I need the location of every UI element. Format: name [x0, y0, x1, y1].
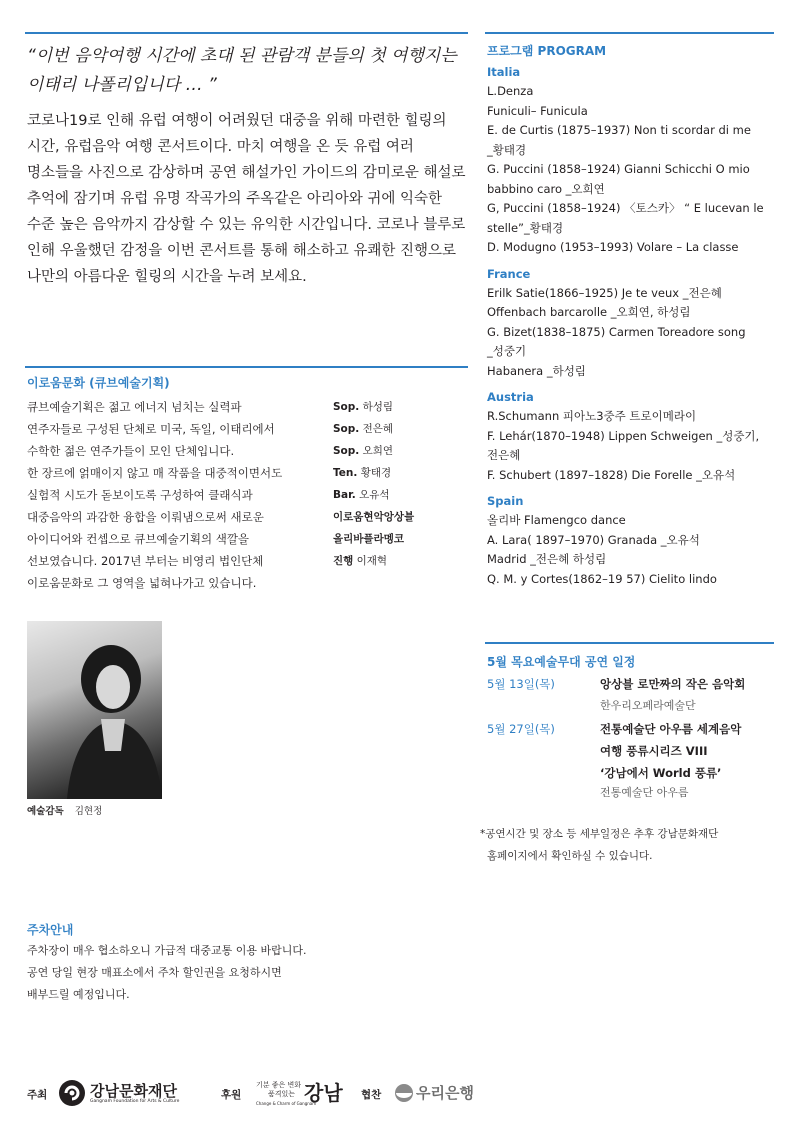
host-name: 강남문화재단 [90, 1082, 177, 1100]
sponsor-label: 후원 [221, 1089, 242, 1101]
ensemble-rule [25, 366, 468, 368]
cast-role: Sop. [333, 445, 360, 457]
event-title [600, 718, 775, 784]
program-list [487, 62, 777, 589]
top-rule-right [485, 32, 774, 34]
intro-line: 인해 우울했던 감정을 이번 콘서트를 통해 해소하고 유쾌한 진행으로 [27, 243, 457, 259]
program-line: babbino caro _오희연 [487, 181, 605, 196]
program-line: Funiculi– Funicula [487, 103, 588, 118]
intro-quote [27, 42, 467, 100]
program-line: Madrid _전은혜 하성림 [487, 552, 607, 566]
program-line: _성중기 [487, 344, 527, 358]
intro-line: 시간, 유럽음악 여행 콘서트이다. 마치 여행을 온 듯 유럽 여러 [27, 139, 414, 155]
program-line: 올리바 Flamengco dance [487, 513, 626, 527]
intro-paragraph [27, 108, 472, 290]
program-line: L.Denza [487, 84, 534, 98]
partner-label: 협찬 [361, 1089, 382, 1101]
parking-title: 주차안내 [27, 923, 74, 937]
parking-line: 공연 당일 현장 매표소에서 주차 할인권을 요청하시면 [27, 966, 282, 979]
event-title-line: ‘강남에서 World 풍류’ [600, 766, 722, 780]
event-title-line: 앙상블 로만짜의 작은 음악회 [600, 677, 746, 691]
ensemble-line: 대중음악의 과감한 융합을 이뤄냄으로써 새로운 [27, 510, 264, 524]
note-line: 홈페이지에서 확인하실 수 있습니다. [487, 850, 653, 862]
schedule-note [480, 823, 780, 867]
program-line: E. de Curtis (1875–1937) Non ti scordar di me [487, 123, 751, 137]
program-line: G. Puccini (1858–1924) Gianni Schicchi O mio [487, 162, 750, 176]
program-line: _황태경 [487, 142, 527, 157]
cast-item [333, 396, 468, 418]
program-country-austria: Austria [487, 390, 534, 404]
parking-line: 배부드릴 예정입니다. [27, 988, 130, 1001]
event-date: 5월 13일(목) [487, 677, 555, 691]
cast-role: Sop. [333, 423, 360, 435]
cast-item [333, 528, 468, 550]
cast-name: 오유석 [359, 489, 390, 501]
note-line: *공연시간 및 장소 등 세부일정은 추후 강남문화재단 [480, 828, 719, 840]
schedule-rule [485, 642, 774, 644]
sponsor-name: 강남 [304, 1081, 343, 1105]
event-org: 전통예술단 아우름 [600, 786, 689, 799]
cast-item [333, 462, 468, 484]
host-label: 주최 [27, 1089, 48, 1101]
ensemble-line: 실험적 시도가 돋보이도록 구성하여 클래식과 [27, 488, 253, 502]
cast-name: 하성림 [362, 401, 394, 413]
ensemble-line: 선보였습니다. 2017년 부터는 비영리 법인단체 [27, 554, 264, 568]
program-line: F. Lehár(1870–1948) Lippen Schweigen _성중기, [487, 428, 760, 443]
cast-item [333, 440, 468, 462]
ensemble-description [27, 396, 332, 594]
director-photo [27, 621, 162, 799]
cast-name: 전은혜 [362, 423, 394, 435]
cast-name: 황태경 [360, 467, 392, 479]
sponsor-logo [254, 1077, 364, 1109]
intro-line: 추억에 잠기며 유럽 유명 작곡가의 주옥같은 아리아와 귀에 익숙한 [27, 191, 443, 207]
program-line: A. Lara( 1897–1970) Granada _오유석 [487, 532, 700, 547]
ensemble-line: 연주자들로 구성된 단체로 미국, 독일, 이태리에서 [27, 422, 275, 436]
event-title-line: 전통예술단 아우름 세계음악 [600, 722, 742, 736]
event-date: 5월 27일(목) [487, 722, 555, 736]
program-country-spain: Spain [487, 494, 524, 508]
event-org: 한우리오페라예술단 [600, 699, 696, 712]
ensemble-line: 큐브예술기획은 젊고 에너지 넘치는 실력파 [27, 400, 242, 414]
program-line: G, Puccini (1858–1924) 〈토스카〉 “ E lucevan le [487, 201, 764, 215]
cast-item [333, 550, 468, 572]
program-line: F. Schubert (1897–1828) Die Forelle _오유석 [487, 467, 736, 482]
ensemble-line: 이로움문화로 그 영역을 넓혀나가고 있습니다. [27, 576, 257, 590]
top-rule-left [25, 32, 468, 34]
cast-role: 올리바플라멩코 [333, 533, 405, 545]
parking-line: 주차장이 매우 협소하오니 가급적 대중교통 이용 바랍니다. [27, 944, 307, 957]
parking-info [27, 940, 427, 1006]
program-country-france: France [487, 266, 531, 281]
cast-item [333, 418, 468, 440]
intro-line: 수준 높은 음악까지 감상할 수 있는 유익한 시간입니다. 코로나 블루로 [27, 217, 466, 233]
program-line: 전은혜 [487, 448, 521, 462]
cast-role: Bar. [333, 489, 356, 501]
program-line: D. Modugno (1953–1993) Volare – La classe [487, 240, 739, 254]
quote-line-1: “이번 음악여행 시간에 초대 된 관람객 분들의 첫 여행지는 [27, 46, 457, 66]
program-line: R.Schumann 피아노3중주 트로이메라이 [487, 409, 697, 423]
host-sub: Gangnam Foundation for Arts & Culture [90, 1099, 180, 1104]
intro-line: 나만의 아름다운 힐링의 시간을 누려 보세요. [27, 269, 307, 285]
director-caption [27, 803, 102, 817]
cast-item [333, 484, 468, 506]
ensemble-line: 수학한 젊은 연주가들이 모인 단체입니다. [27, 444, 235, 458]
cast-name: 오희연 [362, 445, 394, 457]
schedule-title: 5월 목요예술무대 공연 일정 [487, 655, 636, 669]
quote-line-2: 이태리 나폴리입니다 … ” [27, 75, 217, 95]
director-role: 예술감독 [27, 806, 64, 817]
partner-name: 우리은행 [416, 1084, 474, 1102]
cast-role: Sop. [333, 401, 360, 413]
program-line: Offenbach barcarolle _오희연, 하성림 [487, 305, 691, 319]
director-name: 김현정 [74, 806, 103, 817]
cast-role: 이로움현악앙상블 [333, 511, 415, 523]
host-logo [58, 1079, 188, 1109]
program-line: stelle”_황태경 [487, 220, 564, 235]
ensemble-title: 이로움문화 (큐브예술기획) [27, 376, 170, 390]
event-title [600, 673, 775, 695]
intro-line: 코로나19로 인해 유럽 여행이 어려웠던 대중을 위해 마련한 힐링의 [27, 113, 447, 129]
program-title: 프로그램 PROGRAM [487, 44, 607, 58]
cast-name: 이재혁 [356, 555, 388, 567]
cast-item [333, 506, 468, 528]
cast-list [333, 396, 468, 572]
program-line: Habanera _하성림 [487, 363, 586, 378]
program-line: Q. M. y Cortes(1862–19 57) Cielito lindo [487, 571, 717, 586]
program-line: G. Bizet(1838–1875) Carmen Toreadore song [487, 324, 746, 339]
event-title-line: 여행 풍류시리즈 VIII [600, 744, 708, 758]
intro-line: 명소들을 사진으로 감상하며 공연 해설가인 가이드의 감미로운 해설로 [27, 165, 466, 181]
gangnam-foundation-emblem-icon [58, 1079, 88, 1107]
partner-logo [394, 1081, 484, 1105]
sponsor-slogan: 품격있는 [268, 1090, 296, 1098]
sponsor-slogan: 기분 좋은 변화 [256, 1081, 302, 1089]
sponsor-sub: Change & Charm of Gangnam [256, 1101, 317, 1106]
woori-bank-emblem-icon [394, 1083, 414, 1103]
ensemble-line: 아이디어와 컨셉으로 큐브예술기획의 색깔을 [27, 532, 250, 546]
cast-role: 진행 [333, 555, 354, 567]
portrait-illustration [27, 621, 162, 799]
program-country-italia: Italia [487, 65, 521, 79]
ensemble-line: 한 장르에 얽매이지 않고 매 작품을 대중적이면서도 [27, 466, 283, 480]
program-line: Erilk Satie(1866–1925) Je te veux _전은혜 [487, 285, 722, 300]
cast-role: Ten. [333, 467, 358, 479]
